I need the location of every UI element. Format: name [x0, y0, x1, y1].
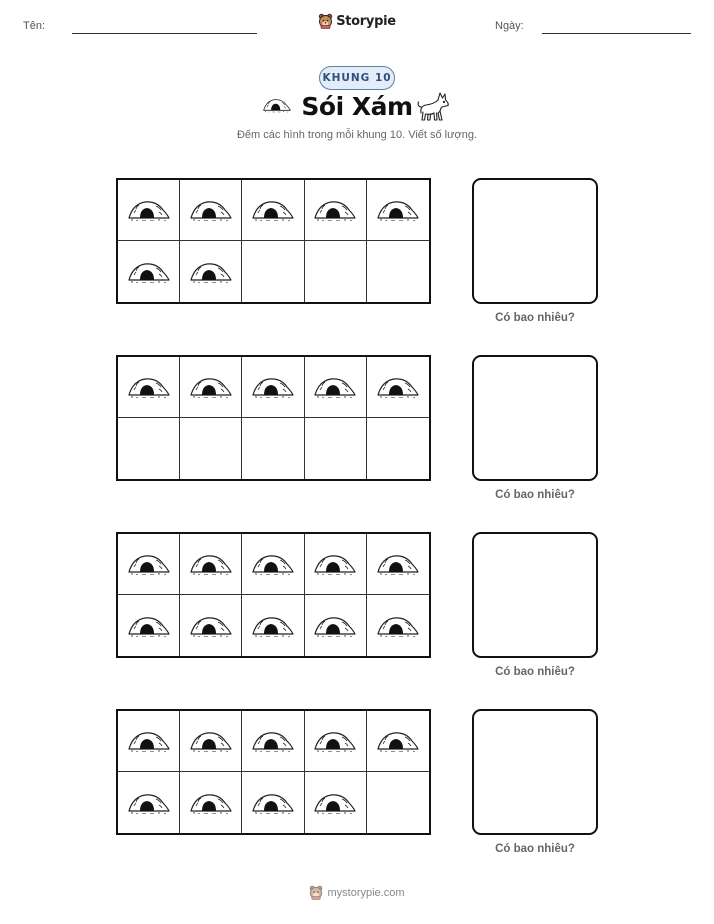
ten-frame-cell: [118, 241, 180, 302]
ten-frame-cell: [180, 241, 242, 302]
cave-mound-icon: [189, 198, 233, 222]
ten-frame-2: [116, 355, 431, 481]
brand-name: Storypie: [336, 13, 396, 29]
question-label-3: Có bao nhiêu?: [495, 666, 575, 678]
cave-mound-icon: [189, 375, 233, 399]
cave-mound-icon: [313, 614, 357, 638]
page-title: Sói Xám: [301, 92, 413, 121]
ten-frame-cell: [305, 418, 367, 479]
storypie-bear-icon: [318, 13, 333, 29]
ten-frame-cell: [180, 772, 242, 833]
date-label: Ngày:: [495, 20, 524, 32]
ten-frame-cell: [180, 180, 242, 241]
ten-frame-cell: [118, 357, 180, 418]
cave-mound-icon: [376, 552, 420, 576]
cave-mound-icon: [251, 791, 295, 815]
wolf-icon: [417, 91, 451, 123]
ten-frame-cell: [367, 241, 429, 302]
cave-mound-icon: [127, 729, 171, 753]
question-label-2: Có bao nhiêu?: [495, 489, 575, 501]
answer-box-1[interactable]: [472, 178, 598, 304]
cave-mound-icon: [251, 552, 295, 576]
ten-frame-cell: [305, 772, 367, 833]
cave-mound-icon: [251, 198, 295, 222]
answer-box-2[interactable]: [472, 355, 598, 481]
brand-logo: [0, 13, 714, 29]
ten-frame-cell: [367, 595, 429, 656]
ten-frame-cell: [242, 772, 304, 833]
cave-mound-icon: [313, 729, 357, 753]
ten-frame-cell: [367, 772, 429, 833]
ten-frame-cell: [118, 595, 180, 656]
cave-mound-icon: [189, 791, 233, 815]
ten-frame-cell: [180, 418, 242, 479]
cave-mound-icon: [313, 791, 357, 815]
cave-mound-icon: [376, 729, 420, 753]
cave-mound-icon: [251, 729, 295, 753]
footer-url: mystorypie.com: [327, 886, 405, 899]
storypie-bear-icon: [309, 885, 323, 900]
ten-frame-3: [116, 532, 431, 658]
cave-mound-icon: [189, 729, 233, 753]
footer: [0, 885, 714, 900]
ten-frame-cell: [305, 534, 367, 595]
ten-frame-cell: [305, 357, 367, 418]
cave-mound-icon: [313, 552, 357, 576]
ten-frame-cell: [367, 711, 429, 772]
cave-mound-icon: [127, 375, 171, 399]
ten-frame-cell: [367, 357, 429, 418]
ten-frame-cell: [180, 595, 242, 656]
name-line[interactable]: [72, 33, 257, 34]
cave-mound-icon: [127, 791, 171, 815]
name-label: Tên:: [23, 20, 46, 32]
cave-mound-icon: [376, 198, 420, 222]
ten-frame-cell: [242, 711, 304, 772]
ten-frame-cell: [180, 534, 242, 595]
ten-frame-cell: [367, 418, 429, 479]
ten-frame-cell: [118, 534, 180, 595]
ten-frame-cell: [305, 180, 367, 241]
cave-mound-icon: [189, 552, 233, 576]
cave-mound-icon: [313, 375, 357, 399]
ten-frame-cell: [180, 357, 242, 418]
date-line[interactable]: [542, 33, 691, 34]
cave-mound-icon: [376, 614, 420, 638]
ten-frame-cell: [305, 241, 367, 302]
ten-frame-cell: [367, 180, 429, 241]
ten-frame-cell: [118, 772, 180, 833]
ten-frame-cell: [242, 595, 304, 656]
ten-frame-cell: [242, 357, 304, 418]
question-label-1: Có bao nhiêu?: [495, 312, 575, 324]
answer-box-3[interactable]: [472, 532, 598, 658]
cave-mound-icon: [189, 260, 233, 284]
ten-frame-1: [116, 178, 431, 304]
ten-frame-cell: [118, 711, 180, 772]
ten-frame-cell: [242, 534, 304, 595]
cave-mound-icon: [127, 198, 171, 222]
ten-frame-badge: KHUNG 10: [319, 66, 395, 90]
question-label-4: Có bao nhiêu?: [495, 843, 575, 855]
cave-mound-icon: [376, 375, 420, 399]
ten-frame-cell: [242, 241, 304, 302]
cave-mound-icon: [127, 260, 171, 284]
answer-box-4[interactable]: [472, 709, 598, 835]
ten-frame-cell: [367, 534, 429, 595]
ten-frame-cell: [305, 711, 367, 772]
cave-mound-icon: [127, 552, 171, 576]
cave-mound-icon: [251, 375, 295, 399]
ten-frame-cell: [242, 418, 304, 479]
ten-frame-4: [116, 709, 431, 835]
ten-frame-cell: [180, 711, 242, 772]
cave-mound-icon: [251, 614, 295, 638]
ten-frame-cell: [118, 180, 180, 241]
instructions: Đếm các hình trong mỗi khung 10. Viết số lượng.: [236, 129, 477, 141]
cave-mound-icon: [189, 614, 233, 638]
ten-frame-cell: [305, 595, 367, 656]
ten-frame-cell: [118, 418, 180, 479]
ten-frame-cell: [242, 180, 304, 241]
cave-mound-icon: [313, 198, 357, 222]
cave-mound-icon: [127, 614, 171, 638]
